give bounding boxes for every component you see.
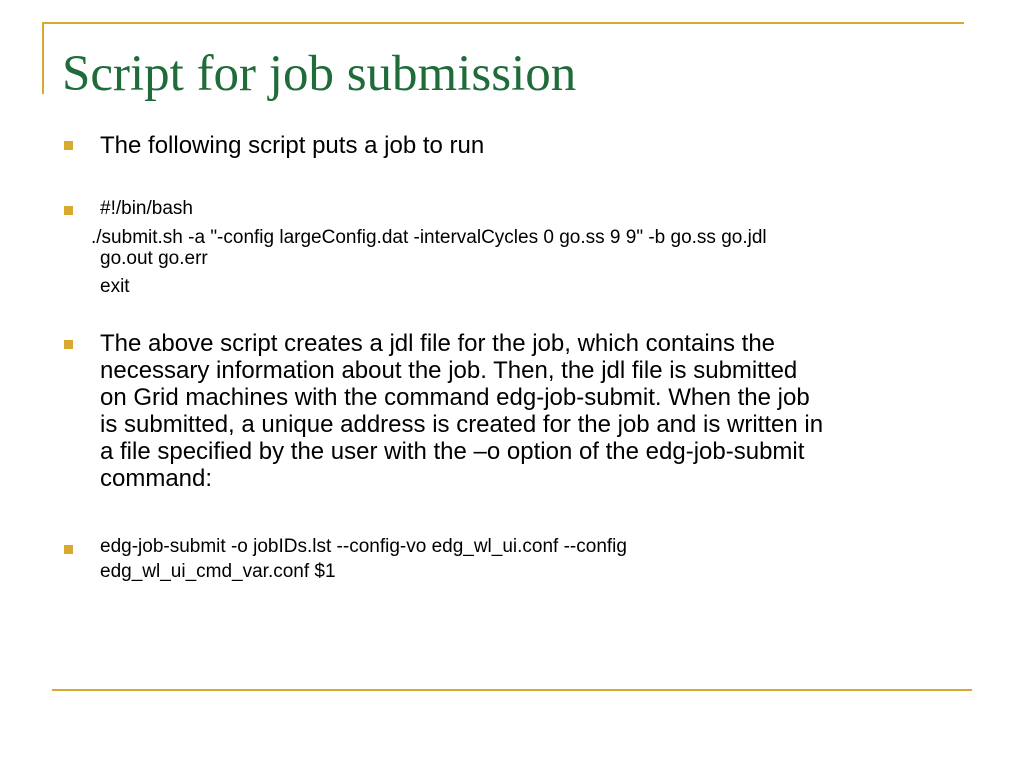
code-line-1: ./submit.sh -a "-config largeConfig.dat -intervalCycles 0 go.ss 9 9" -b go.ss go.jdl — [91, 227, 767, 248]
slide-title: Script for job submission — [62, 46, 577, 102]
left-border-line — [42, 22, 44, 94]
bullet-square-icon — [64, 340, 73, 349]
bullet-3-line-2: necessary information about the job. Then, the jdl file is submitted — [100, 357, 798, 384]
bullet-square-icon — [64, 545, 73, 554]
bullet-3-line-5: a file specified by the user with the –o option of the edg-job-submit — [100, 438, 805, 465]
bullet-square-icon — [64, 206, 73, 215]
top-border-line — [42, 22, 964, 24]
code-line-2: go.out go.err — [100, 248, 208, 269]
bullet-4-line-1: edg-job-submit -o jobIDs.lst --config-vo edg_wl_ui.conf --config — [100, 536, 627, 557]
bullet-3-line-6: command: — [100, 465, 213, 492]
bullet-3-line-4: is submitted, a unique address is created for the job and is written in — [100, 411, 824, 438]
bullet-1-text: The following script puts a job to run — [100, 132, 485, 159]
code-line-3: exit — [100, 276, 130, 297]
bullet-3-line-1: The above script creates a jdl file for the job, which contains the — [100, 330, 776, 357]
bottom-border-line — [52, 689, 972, 691]
bullet-4-line-2: edg_wl_ui_cmd_var.conf $1 — [100, 561, 336, 582]
bullet-3-line-3: on Grid machines with the command edg-job-submit. When the job — [100, 384, 810, 411]
bullet-square-icon — [64, 141, 73, 150]
bullet-2-text: #!/bin/bash — [100, 198, 193, 219]
